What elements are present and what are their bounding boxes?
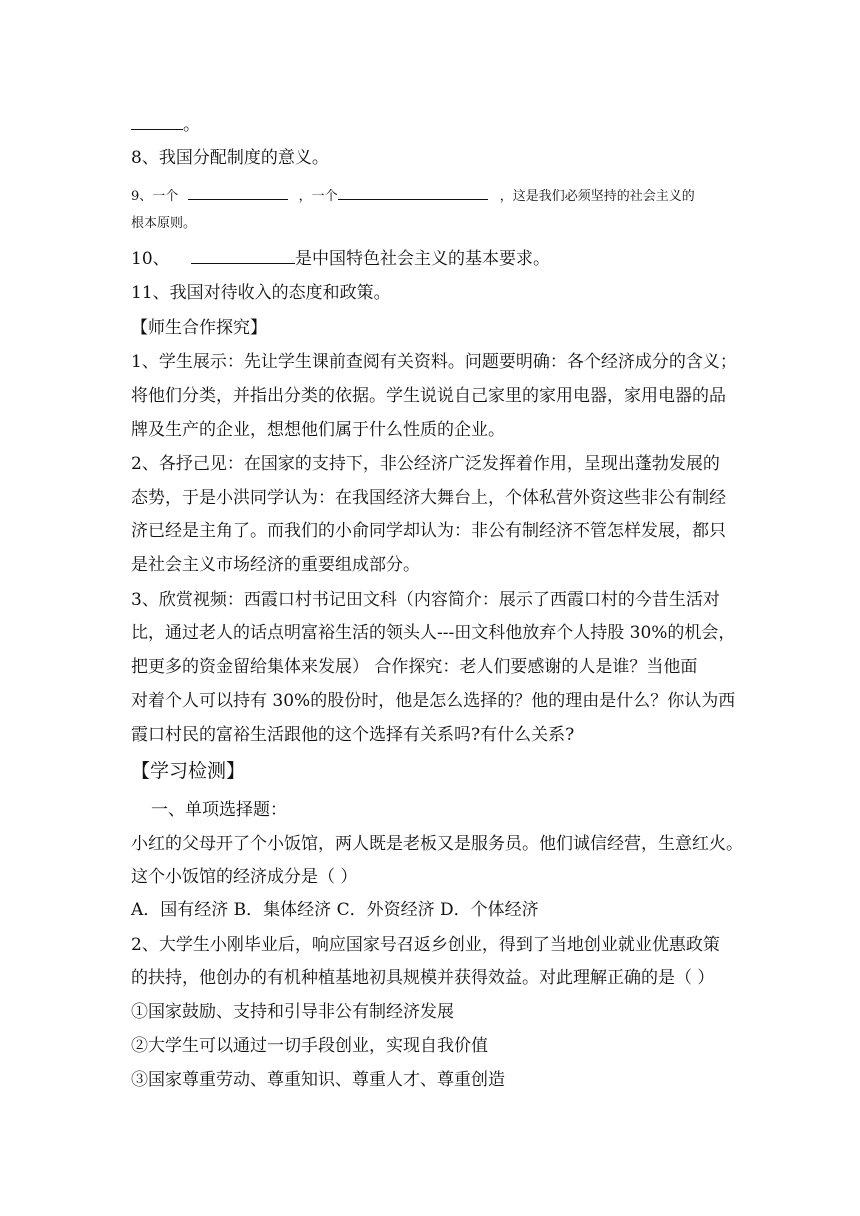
top-fragment-text: 。: [183, 115, 200, 135]
q1-line1: 小红的父母开了个小饭馆，两人既是老板又是服务员。他们诚信经营，生意红火。: [131, 834, 743, 854]
answer-blank-9b[interactable]: [338, 184, 488, 200]
item-10-suffix: 是中国特色社会主义的基本要求。: [295, 249, 551, 269]
top-fragment: [131, 114, 200, 135]
item-8: 8、我国分配制度的意义。: [131, 148, 329, 168]
item-9-prefix: 9、一个: [131, 189, 179, 204]
test-subtitle: 一、单项选择题：: [151, 800, 287, 820]
answer-blank[interactable]: [131, 114, 183, 130]
item-10: [131, 248, 550, 269]
item-9-suffix: ，这是我们必须坚持的社会主义的: [499, 189, 695, 204]
coop-p3-line5: 霞口村民的富裕生活跟他的这个选择有关系吗?有什么关系?: [131, 725, 575, 745]
coop-p3-line3: 把更多的资金留给集体来发展） 合作探究：老人们要感谢的人是谁？当他面: [131, 657, 698, 677]
coop-p2-line4: 是社会主义市场经济的重要组成部分。: [131, 555, 420, 575]
coop-p3-line1: 3、欣赏视频：西霞口村书记田文科（内容简介：展示了西霞口村的今昔生活对: [131, 590, 720, 610]
q2-option-1: ①国家鼓励、支持和引导非公有制经济发展: [131, 1002, 454, 1022]
answer-blank-9a[interactable]: [188, 184, 288, 200]
item-10-prefix: 10、: [131, 249, 170, 269]
item-9-separator: ，一个: [298, 189, 338, 204]
item-9: [131, 184, 695, 207]
q2-line2: 的扶持，他创办的有机种植基地初具规模并获得效益。对此理解正确的是（ ）: [131, 968, 715, 988]
q2-line1: 2、大学生小刚毕业后，响应国家号召返乡创业，得到了当地创业就业优惠政策: [131, 935, 720, 955]
q2-option-2: ②大学生可以通过一切手段创业，实现自我价值: [131, 1036, 488, 1056]
coop-p1-line1: 1、学生展示：先让学生课前查阅有关资料。问题要明确：各个经济成分的含义；: [131, 352, 737, 372]
q2-option-3: ③国家尊重劳动、尊重知识、尊重人才、尊重创造: [131, 1070, 505, 1090]
answer-blank-10[interactable]: [191, 248, 295, 264]
coop-p2-line3: 济已经是主角了。而我们的小俞同学却认为：非公有制经济不管怎样发展，都只: [131, 521, 726, 541]
item-9-continuation: 根本原则。: [131, 216, 197, 231]
coop-p2-line2: 态势，于是小洪同学认为：在我国经济大舞台上，个体私营外资这些非公有制经: [131, 488, 726, 508]
coop-p1-line2: 将他们分类，并指出分类的依据。学生说说自己家里的家用电器，家用电器的品: [131, 386, 726, 406]
coop-p3-line2: 比，通过老人的话点明富裕生活的领头人---田文科他放弃个人持股 30%的机会，: [131, 623, 736, 643]
item-11: 11、我国对待收入的态度和政策。: [131, 283, 391, 303]
section-title-test: 【学习检测】: [131, 760, 246, 782]
coop-p1-line3: 牌及生产的企业，想想他们属于什么性质的企业。: [131, 420, 505, 440]
section-title-coop: 【师生合作探究】: [131, 318, 267, 338]
q1-options: A．国有经济 B．集体经济 C．外资经济 D．个体经济: [131, 900, 539, 920]
coop-p3-line4: 对着个人可以持有 30%的股份时，他是怎么选择的？他的理由是什么？你认为西: [131, 691, 736, 711]
coop-p2-line1: 2、各抒己见：在国家的支持下，非公经济广泛发挥着作用，呈现出蓬勃发展的: [131, 454, 720, 474]
q1-line2: 这个小饭馆的经济成分是（ ）: [131, 867, 358, 887]
